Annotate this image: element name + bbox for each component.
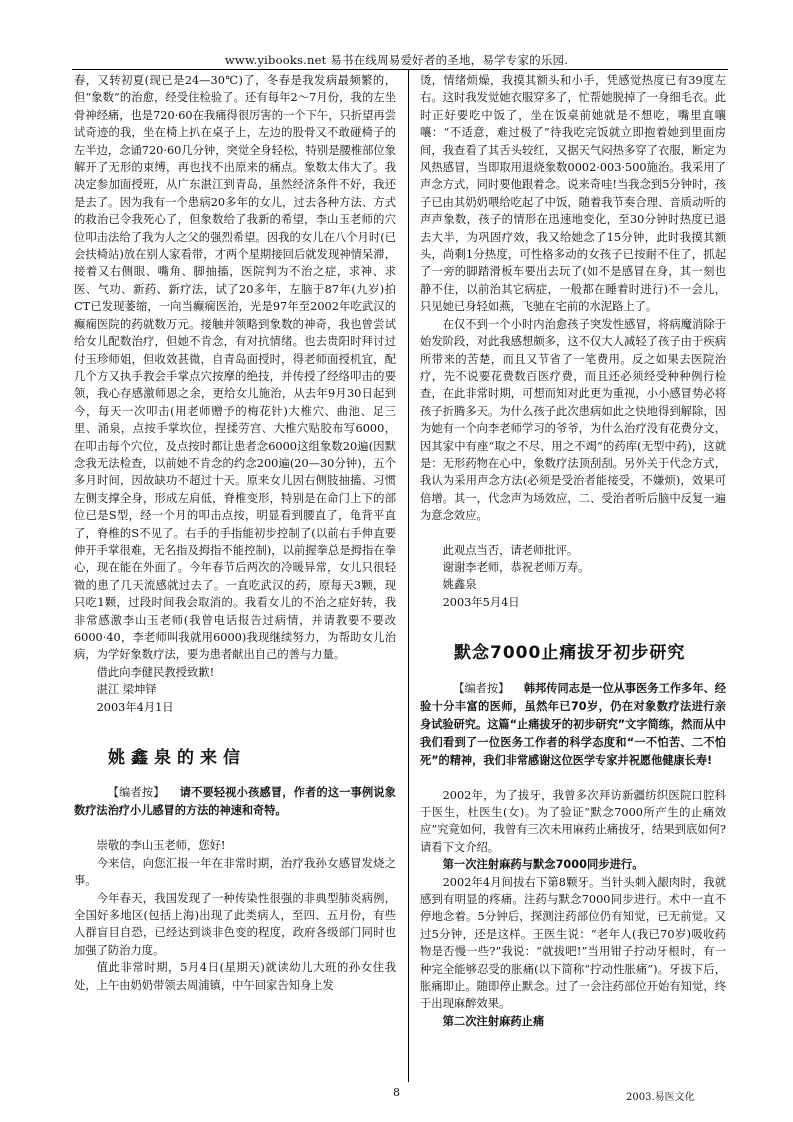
letter2-signature: 姚鑫泉: [442, 578, 477, 592]
article2-salutation: 崇敬的李山玉老师，您好!: [96, 839, 226, 853]
article2-paragraph: 值此非常时期，5月4日(星期天)就读幼儿大班的孙女住我处，上午由奶奶带领去周浦镇，中午回家告知身上发: [74, 961, 396, 992]
article3-paragraph: 2002年4月间拔右下第8颗牙。当针头刺入龈肉时，我就感到有明显的疼痛。注药与默念7000同步进行。术中一直不停地念着。5分钟后，探测注药部位仍有知觉，已无前觉。又过5分钟，还是这样。王医生说：“老年人(我已70岁)吸收药物是否慢一些?”我说：“就拔吧!”当用钳子拧动牙根时，有一种完全能够忍受的胀痛(以下简称“拧动性胀痛”)。牙拔下后，胀痛即止。随即停止默念。过了一会注药部位开始有知觉，终于出现麻醉效果。: [420, 875, 726, 1011]
letter1-thanks: 借此向李健民教授致歉!: [96, 665, 215, 679]
article2-title: 姚鑫泉的来信: [108, 748, 246, 769]
editor-tag: 【编者按】: [107, 786, 165, 800]
editor-note-text: 韩邦传同志是一位从事医务工作多年、经验十分丰富的医师，虽然年已70岁，仍在对象数疗法进行亲身试验研究。这篇“止痛拔牙的初步研究”文字简练，然而从中我们看到了一位医务工作者的科学态度和“一不怕苦、二不怕死”的精神，我们非常感谢这位医学专家并祝愿他健康长寿!: [420, 681, 726, 767]
letter1-date: 2003年4月1日: [96, 700, 174, 714]
article3-paragraph: 2002年，为了拔牙，我曾多次拜访新疆纺织医院口腔科于医生，杜医生(女)。为了验证“默念7000所产生的止痛效应”究竟如何，我曾有三次未用麻药止痛拔牙，结果到底如何?请看下文介绍。: [420, 788, 726, 854]
editor-note-text: 请不要轻视小孩感冒，作者的这一事例说象数疗法治疗小儿感冒的方法的神速和奇特。: [74, 786, 396, 818]
page-header: www.yibooks.net 易书在线周易爱好者的圣地，易学专家的乐园.: [224, 53, 569, 67]
article2-paragraph: 今来信，向您汇报一年在非常时期，治疗我孙女感冒发烧之事。: [74, 856, 396, 888]
right-column: [420, 72, 726, 1030]
letter2-paragraph: 此观点当否，请老师批评。: [442, 543, 579, 557]
footer-brand: 2003.易医文化: [626, 1092, 695, 1103]
article3-title: 默念7000止痛拔牙初步研究: [454, 643, 686, 664]
article3-editor-note: [420, 680, 726, 770]
left-column: [74, 72, 396, 994]
letter2-paragraph: 在仅不到一个小时内治愈孩子突发性感冒，将病魔消除于始发阶段，对此我感想颇多，这不仅大人减轻了孩子由于疾病所带来的苦楚，而且又节省了一笔费用。反之如果去医院治疗，先不说要花费数百医疗费，而且还必须经受种种例行检查，在此非常时期，可想而知对此更为重视，小小感冒势必将孩子折腾多天。为什么孩子此次患病如此之快地得到解除，因为她有一个向李老师学习的爷爷，为什么治疗没有花费分文，因其家中有座“取之不尽、用之不竭”的药库(无型中药)，这就是：无形药物在心中，象数疗法顶刮刮。另外关于代念方式，我认为采用声念方法(必须是受治者能接受，不嫌烦)，效果可倍增。其一，代念声为场效应，二、受治者听后脑中反复一遍为意念效应。: [420, 317, 726, 523]
letter1-body: 春，又转初夏(现已是24—30℃)了，冬春是我发病最频繁的，但“象数”的治愈，经受住检验了。还有每年2～7月份，我的左坐骨神经痛，也是720·60在我痛得很厉害的一个下午，只折望再尝试奇迹的我，坐在椅上扒在桌子上，左边的股骨又不敢碰椅子的左半边，念诵720·60几分钟，突觉全身轻松，特别是腰椎部位象解开了无形的束缚，再也找不出原来的痛点。象数太伟大了。我决定参加面授班，从广东湛江到青岛，虽然经济条件不好，我还是去了。因为我有一个患病20多年的女儿，过去各种方法、方式的救治已令我死心了，但象数给了我新的希望，李山玉老师的穴位叩击法给了我为人之父的强烈希望。因我的女儿在八个月时(已会扶椅站)放在别人家看带，才两个星期接回后就发现神情呆滞，接着又右侧眼、嘴角、脚抽搐，医院判为不治之症，求神、求医、气功、新药、新疗法，试了20多年，左脑于87年(九岁)拍CT已发现萎缩，一向当癫痫医治，光是97年至2002年吃武汉的癫痫医院的药就数万元。接触并领略到象数的神奇，我也曾尝试给女儿配数治疗，但她不肯念，有对抗情绪。也去贵阳时拜讨过付玉珍师姐，但收效甚微，自青岛面授时，得老师面授机宜，配几个方又执手教会手掌点穴按摩的绝技，并传授了经络叩击的要领，我心存感激师恩之余，更给女儿施治，从去年9月30日起到今，每天一次叩击(用老师赠予的梅花针)大椎穴、曲池、足三里、涌泉，点按手掌坎位，捏揉劳宫、大椎穴贴胶布写6000，在叩击每个穴位，及点按时都让患者念6000这组象数20遍(因默念我无法检查，以前她不肯念的约念200遍(20—30分钟)，五个多月时间，因故缺功不超过十天。原来女儿因右侧肢抽搐、习惯左侧支撑全身，形成左肩低，脊椎变形，特别是在命门上下的部位已是S型，经一个月的叩击点按，明显看到腰直了，龟背平直了，脊椎的S不见了。右手的手指能初步控制了(以前右手伸直要伸开手掌很难，无名指及拇指不能控制)，以前握拳总是拇指在拳心，现在能在外面了。今年春节后两次的冷暖异常，女儿只很轻微的患了几天流感就过去了。一直吃武汉的药，原每天3颗，现只吃1颗，过段时间我会取消的。我看女儿的不治之症好转，我非常感激李山玉老师(我曾电话报告过病情，并请教要不要改6000·40，李老师叫我就用6000)我现继续努力，为帮助女儿治病，为学好象数疗法，要为患者献出自己的善与力量。: [74, 74, 396, 662]
article3-subheading: 第二次注射麻药止痛: [442, 1014, 545, 1028]
page-number: 8: [393, 1086, 400, 1099]
column-divider: [408, 70, 409, 1082]
article2-editor-note: [74, 784, 396, 820]
letter2-date: 2003年5月4日: [442, 595, 520, 609]
header-rule: [72, 69, 728, 70]
article2-paragraph: 今年春天，我国发现了一种传染性很强的非典型肺炎病例，全国好多地区(包括上海)出现了此类病人，至四、五月份，有些人群盲目自恐，已经达到谈非色变的程度，政府各级部门同时也加强了防治力度。: [74, 891, 396, 957]
article3-subheading: 第一次注射麻药与默念7000同步进行。: [442, 858, 644, 872]
editor-tag: 【编者按】: [453, 681, 510, 695]
letter2-paragraph: 谢谢李老师，恭祝老师万寿。: [442, 560, 590, 574]
letter1-signature: 湛江 梁坤铎: [96, 683, 157, 697]
letter2-continued: 烫，情绪烦燥，我摸其额头和小手，凭感觉热度已有39度左右。这时我发觉她衣服穿多了，忙帮她脱掉了一身细毛衣。此时正好要吃中饭了，坐在饭桌前她就是不想吃，嘴里直嚷嚷：“不适意，难过极了”待我吃完饭就立即抱着她到里面房间，我查看了其舌头较红，又据天气闷热多穿了衣服，断定为风热感冒，当即取用退烧象数0002·003·500施治。我采用了声念方式，同时要他跟着念。说来奇哇!当我念到5分钟时，孩子已由其奶奶喂给吃起了中饭，随着我节奏合理、音质动听的声声象数，孩子的情形在迅速地变化，至30分钟时热度已退去大半，为巩固疗效，我又给她念了15分钟，此时我摸其额头，尚剩1分热度，可性格多动的女孩子已按耐不住了，抓起了一旁的脚踏滑板车要出去玩了(如不是感冒在身，其一刻也静不住，以前治其它病症，一般都在睡着时进行)不一会儿，只见她已身轻如燕，飞驰在宅前的水泥路上了。: [420, 74, 726, 314]
